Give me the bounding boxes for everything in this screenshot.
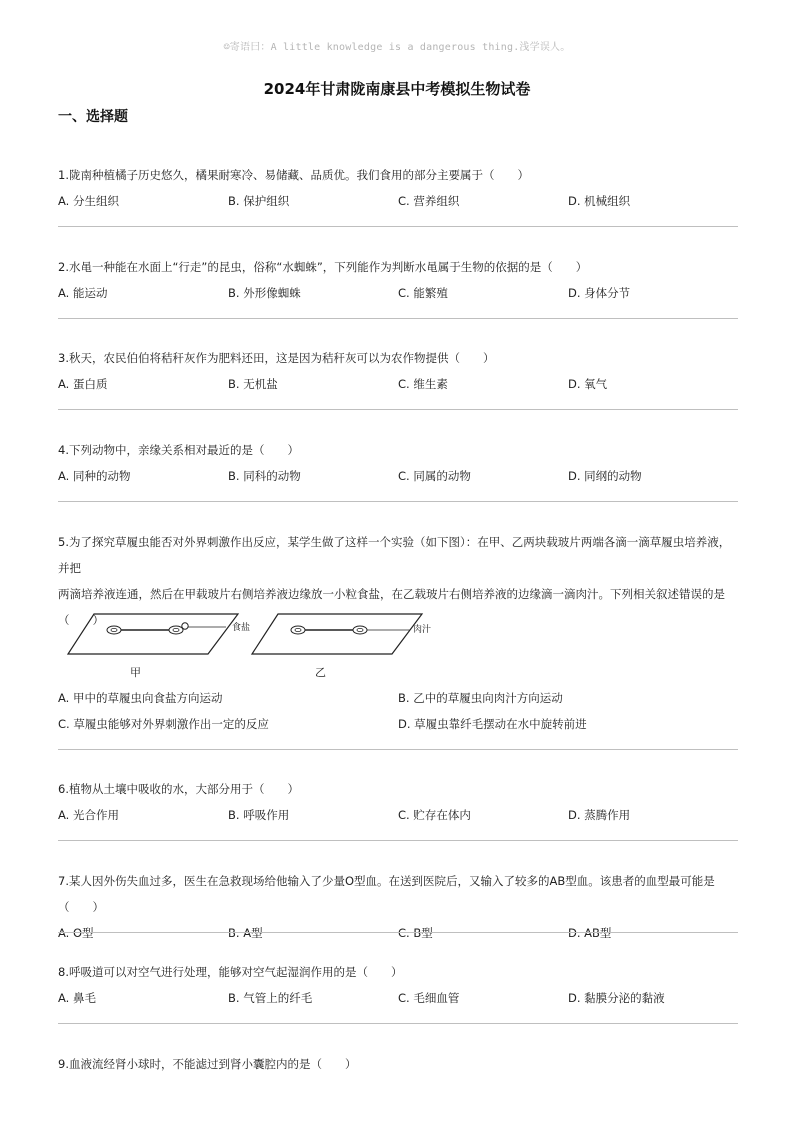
option-c[interactable]: C. B型	[398, 926, 433, 940]
question-1	[58, 162, 738, 214]
question-6	[58, 776, 738, 828]
option-d[interactable]: D. 身体分节	[568, 286, 631, 300]
option-d[interactable]: D. 同纲的动物	[568, 469, 642, 483]
options-row	[58, 188, 738, 214]
option-a[interactable]: A. 甲中的草履虫向食盐方向运动	[58, 691, 223, 705]
options-row	[58, 280, 738, 306]
question-stem: 2.水黾一种能在水面上“行走”的昆虫，俗称“水蜘蛛”，下列能作为判断水黾属于生物的依据的是（ ）	[58, 260, 588, 274]
divider	[58, 840, 738, 841]
question-stem: 7.某人因外伤失血过多，医生在急救现场给他输入了少量O型血。在送到医院后，又输入了较多的AB型血。该患者的血型最可能是（ ）	[58, 874, 715, 914]
option-a[interactable]: A. 鼻毛	[58, 991, 96, 1005]
option-b[interactable]: B. 乙中的草履虫向肉汁方向运动	[398, 691, 563, 705]
option-c[interactable]: C. 维生素	[398, 377, 448, 391]
option-b[interactable]: B. 呼吸作用	[228, 808, 290, 822]
slide-diagram	[66, 610, 446, 660]
divider	[58, 501, 738, 502]
question-9	[58, 1051, 738, 1077]
question-stem-line: 两滴培养液连通，然后在甲载玻片右侧培养液边缘放一小粒食盐，在乙载玻片右侧培养液的边缘滴一滴肉汁。下列相关叙述错误的是	[58, 587, 725, 601]
option-c[interactable]: C. 贮存在体内	[398, 808, 471, 822]
options-row	[58, 711, 738, 737]
divider	[58, 409, 738, 410]
option-c[interactable]: C. 毛细血管	[398, 991, 460, 1005]
option-b[interactable]: B. 气管上的纤毛	[228, 991, 313, 1005]
culture-drop-left	[107, 626, 121, 634]
page-title: 2024年甘肃陇南康县中考模拟生物试卷	[263, 80, 531, 98]
question-7	[58, 868, 738, 946]
option-a[interactable]: A. 蛋白质	[58, 377, 108, 391]
question-stem: 4.下列动物中，亲缘关系相对最近的是（ ）	[58, 443, 299, 457]
options-row	[58, 463, 738, 489]
option-a[interactable]: A. 同种的动物	[58, 469, 131, 483]
divider	[58, 318, 738, 319]
option-a[interactable]: A. 能运动	[58, 286, 108, 300]
option-b[interactable]: B. 同科的动物	[228, 469, 301, 483]
divider	[58, 932, 738, 933]
question-stem: 9.血液流经肾小球时，不能滤过到肾小囊腔内的是（ ）	[58, 1057, 357, 1071]
question-stem: 3.秋天，农民伯伯将秸秆灰作为肥料还田，这是因为秸秆灰可以为农作物提供（ ）	[58, 351, 495, 365]
option-d[interactable]: D. 氧气	[568, 377, 608, 391]
culture-drop-right	[169, 626, 183, 634]
question-stem: 1.陇南种植橘子历史悠久，橘果耐寒冷、易储藏、品质优。我们食用的部分主要属于（ ）	[58, 168, 529, 182]
question-2	[58, 254, 738, 306]
option-d[interactable]: D. AB型	[568, 926, 612, 940]
experiment-figure	[66, 610, 446, 682]
options-row	[58, 802, 738, 828]
option-d[interactable]: D. 蒸腾作用	[568, 808, 631, 822]
header-quote: ☺寄语曰：A little knowledge is a dangerous thing.浅学误人。	[223, 42, 571, 53]
option-b[interactable]: B. 无机盐	[228, 377, 278, 391]
option-a[interactable]: A. O型	[58, 926, 94, 940]
question-stem: 8.呼吸道可以对空气进行处理，能够对空气起湿润作用的是（ ）	[58, 965, 403, 979]
figure-label-yi: 乙	[315, 666, 326, 679]
salt-tag: 食盐	[232, 623, 251, 633]
figure-label-jia: 甲	[130, 666, 141, 679]
glass-slide-left	[68, 614, 238, 654]
question-stem-line: （ ）	[58, 613, 104, 627]
options-row	[58, 371, 738, 397]
option-c[interactable]: C. 草履虫能够对外界刺激作出一定的反应	[58, 717, 269, 731]
option-b[interactable]: B. A型	[228, 926, 263, 940]
glass-slide-right	[252, 614, 422, 654]
option-d[interactable]: D. 黏膜分泌的黏液	[568, 991, 665, 1005]
question-8	[58, 959, 738, 1011]
option-c[interactable]: C. 能繁殖	[398, 286, 448, 300]
option-c[interactable]: C. 营养组织	[398, 194, 460, 208]
question-4	[58, 437, 738, 489]
options-row	[58, 685, 738, 711]
option-b[interactable]: B. 保护组织	[228, 194, 290, 208]
question-stem: 6.植物从土壤中吸收的水，大部分用于（ ）	[58, 782, 299, 796]
options-row	[58, 920, 738, 946]
option-a[interactable]: A. 光合作用	[58, 808, 119, 822]
question-3	[58, 345, 738, 397]
question-5-options	[58, 685, 738, 737]
options-row	[58, 985, 738, 1011]
option-a[interactable]: A. 分生组织	[58, 194, 119, 208]
option-d[interactable]: D. 机械组织	[568, 194, 631, 208]
salt-grain	[182, 623, 188, 629]
option-b[interactable]: B. 外形像蜘蛛	[228, 286, 301, 300]
divider	[58, 749, 738, 750]
divider	[58, 1023, 738, 1024]
section-heading: 一、选择题	[58, 109, 128, 125]
option-c[interactable]: C. 同属的动物	[398, 469, 471, 483]
option-d[interactable]: D. 草履虫靠纤毛摆动在水中旋转前进	[398, 717, 587, 731]
question-stem-line: 5.为了探究草履虫能否对外界刺激作出反应，某学生做了这样一个实验（如下图）：在甲、乙两块载玻片两端各滴一滴草履虫培养液，并把	[58, 535, 731, 575]
divider	[58, 226, 738, 227]
broth-tag: 肉汁	[413, 625, 432, 635]
